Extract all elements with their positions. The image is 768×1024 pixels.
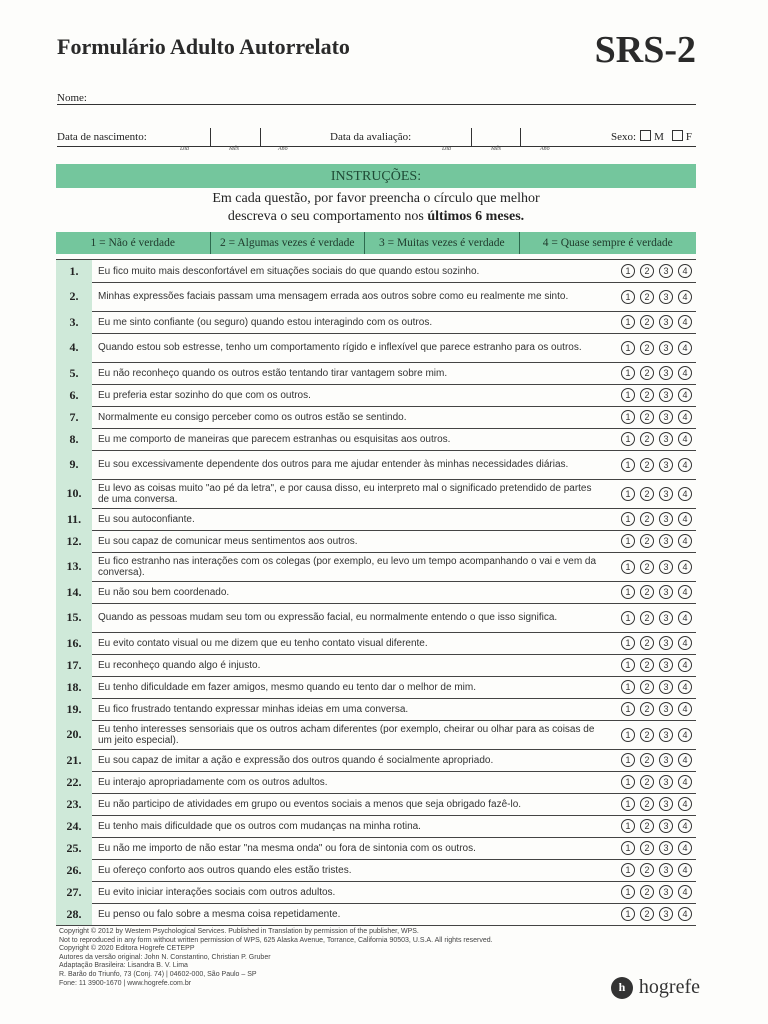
question-number: 26. (56, 859, 92, 881)
answer-circle-3[interactable]: 3 (659, 819, 673, 833)
question-row (56, 479, 696, 509)
birth-month-caption: Mês (229, 146, 239, 152)
sex-m-label: M (654, 131, 664, 143)
answer-circle-3[interactable]: 3 (659, 585, 673, 599)
answer-circle-4[interactable]: 4 (678, 907, 692, 921)
answer-circle-2[interactable]: 2 (640, 341, 654, 355)
answer-circle-2[interactable]: 2 (640, 863, 654, 877)
answer-circle-1[interactable]: 1 (621, 264, 635, 278)
question-number: 11. (56, 508, 92, 530)
question-row (56, 749, 696, 772)
question-number: 16. (56, 632, 92, 654)
question-row (56, 698, 696, 721)
question-text: Eu sou capaz de imitar a ação e expressão dos outros quando é socialmente apropriado. (98, 754, 494, 766)
answer-circle-3[interactable]: 3 (659, 775, 673, 789)
question-text: Minhas expressões faciais passam uma mensagem errada aos outros sobre como eu realmente me sinto. (98, 291, 569, 302)
answer-options (621, 698, 692, 720)
answer-circle-3[interactable]: 3 (659, 841, 673, 855)
answer-circle-1[interactable]: 1 (621, 315, 635, 329)
footer-line: Fone: 11 3900-1670 | www.hogrefe.com.br (59, 979, 192, 987)
birth-day-caption: Dia (180, 146, 189, 152)
answer-options (621, 771, 692, 793)
answer-circle-2[interactable]: 2 (640, 819, 654, 833)
question-number: 10. (56, 479, 92, 508)
answer-circle-2[interactable]: 2 (640, 388, 654, 402)
answer-circle-4[interactable]: 4 (678, 728, 692, 742)
eval-day-divider (471, 128, 472, 146)
answer-options (621, 859, 692, 881)
hogrefe-logo-icon: h (611, 977, 633, 999)
instructions-period: últimos 6 meses. (427, 209, 525, 224)
answer-circle-3[interactable]: 3 (659, 560, 673, 574)
answer-circle-3[interactable]: 3 (659, 264, 673, 278)
question-text: Eu sou excessivamente dependente dos outros para me ajudar entender às minhas necessidades diárias. (98, 459, 569, 470)
answer-circle-2[interactable]: 2 (640, 680, 654, 694)
answer-circle-1[interactable]: 1 (621, 560, 635, 574)
answer-circle-4[interactable]: 4 (678, 366, 692, 380)
eval-month-divider (520, 128, 521, 146)
question-number: 2. (56, 282, 92, 311)
answer-circle-3[interactable]: 3 (659, 863, 673, 877)
answer-options (621, 282, 692, 311)
answer-circle-3[interactable]: 3 (659, 432, 673, 446)
question-text: Eu evito contato visual ou me dizem que eu tenho contato visual diferente. (98, 637, 428, 649)
answer-circle-1[interactable]: 1 (621, 841, 635, 855)
answer-circle-1[interactable]: 1 (621, 907, 635, 921)
answer-circle-3[interactable]: 3 (659, 680, 673, 694)
question-text: Normalmente eu consigo perceber como os outros estão se sentindo. (98, 411, 407, 423)
answer-circle-3[interactable]: 3 (659, 797, 673, 811)
answer-circle-1[interactable]: 1 (621, 885, 635, 899)
question-row (56, 859, 696, 882)
answer-circle-4[interactable]: 4 (678, 432, 692, 446)
question-row (56, 837, 696, 860)
scale-4: 4 = Quase sempre é verdade (542, 237, 673, 249)
answer-circle-2[interactable]: 2 (640, 410, 654, 424)
question-number: 12. (56, 530, 92, 552)
answer-circle-4[interactable]: 4 (678, 658, 692, 672)
question-text: Eu tenho mais dificuldade que os outros com mudanças na minha rotina. (98, 820, 421, 832)
footer-line: Adaptação Brasileira: Lisandra B. V. Lima (59, 962, 188, 970)
eval-year-caption: Ano (540, 146, 550, 152)
answer-circle-4[interactable]: 4 (678, 264, 692, 278)
answer-circle-4[interactable]: 4 (678, 512, 692, 526)
question-text: Quando estou sob estresse, tenho um comportamento rígido e inflexível que parece estranho para os outros. (98, 342, 582, 353)
hogrefe-logo-text: hogrefe (638, 976, 700, 998)
answer-circle-3[interactable]: 3 (659, 611, 673, 625)
answer-circle-4[interactable]: 4 (678, 458, 692, 472)
answer-circle-4[interactable]: 4 (678, 410, 692, 424)
answer-circle-2[interactable]: 2 (640, 753, 654, 767)
answer-circle-1[interactable]: 1 (621, 819, 635, 833)
answer-options (621, 815, 692, 837)
answer-circle-3[interactable]: 3 (659, 885, 673, 899)
question-text: Eu penso ou falo sobre a mesma coisa repetidamente. (98, 908, 341, 920)
answer-options (621, 362, 692, 384)
question-row (56, 771, 696, 794)
question-text: Eu não me importo de não estar "na mesma onda" ou fora de sintonia com os outros. (98, 842, 476, 854)
footer-line: Copyright © 2020 Editora Hogrefe CETEPP (59, 945, 195, 953)
hogrefe-logo (611, 976, 700, 999)
answer-circle-1[interactable]: 1 (621, 388, 635, 402)
question-number: 3. (56, 311, 92, 333)
answer-circle-1[interactable]: 1 (621, 585, 635, 599)
question-row (56, 406, 696, 429)
question-row (56, 333, 696, 363)
answer-circle-4[interactable]: 4 (678, 315, 692, 329)
answer-circle-3[interactable]: 3 (659, 658, 673, 672)
question-text: Eu fico muito mais desconfortável em situações sociais do que quando estou sozinho. (98, 265, 480, 277)
name-label: Nome: (57, 92, 87, 104)
footer-line: R. Barão do Triunfo, 73 (Conj. 74) | 04602-000, São Paulo – SP (59, 970, 257, 978)
answer-circle-2[interactable]: 2 (640, 658, 654, 672)
question-text: Eu fico frustrado tentando expressar minhas ideias em uma conversa. (98, 703, 409, 715)
answer-options (621, 508, 692, 530)
answer-circle-2[interactable]: 2 (640, 611, 654, 625)
answer-options (621, 903, 692, 925)
question-text: Eu não reconheço quando os outros estão tentando tirar vantagem sobre mim. (98, 367, 448, 379)
scale-1: 1 = Não é verdade (56, 232, 211, 254)
question-text: Eu evito iniciar interações sociais com outros adultos. (98, 886, 336, 898)
answer-circle-3[interactable]: 3 (659, 636, 673, 650)
answer-options (621, 333, 692, 362)
scale-3: 3 = Muitas vezes é verdade (365, 232, 520, 254)
question-number: 21. (56, 749, 92, 771)
question-row (56, 260, 696, 283)
response-scale (56, 232, 696, 254)
question-text: Eu preferia estar sozinho do que com os outros. (98, 389, 311, 401)
question-row (56, 881, 696, 904)
question-number: 27. (56, 881, 92, 903)
answer-circle-4[interactable]: 4 (678, 841, 692, 855)
answer-circle-4[interactable]: 4 (678, 819, 692, 833)
answer-circle-4[interactable]: 4 (678, 611, 692, 625)
answer-circle-4[interactable]: 4 (678, 775, 692, 789)
question-number: 14. (56, 581, 92, 603)
birth-date-label: Data de nascimento: (57, 131, 147, 143)
answer-circle-3[interactable]: 3 (659, 907, 673, 921)
question-text: Eu não participo de atividades em grupo ou eventos sociais a menos que seja obrigado fazê-lo. (98, 798, 522, 810)
question-row (56, 311, 696, 334)
question-number: 25. (56, 837, 92, 859)
answer-circle-1[interactable]: 1 (621, 534, 635, 548)
question-row (56, 903, 696, 926)
question-row (56, 530, 696, 553)
instructions-line-1: Em cada questão, por favor preencha o círculo que melhor (212, 191, 540, 206)
answer-options (621, 603, 692, 632)
answer-circle-1[interactable]: 1 (621, 432, 635, 446)
answer-circle-4[interactable]: 4 (678, 863, 692, 877)
answer-circle-3[interactable]: 3 (659, 702, 673, 716)
question-number: 13. (56, 552, 92, 581)
question-row (56, 450, 696, 480)
answer-circle-4[interactable]: 4 (678, 487, 692, 501)
question-row (56, 552, 696, 582)
question-text: Eu tenho interesses sensoriais que os outros acham diferentes (por exemplo, cheirar ou olhar para as coisas de um jeito especial). (98, 723, 595, 746)
sex-f-checkbox[interactable] (672, 130, 683, 141)
answer-circle-3[interactable]: 3 (659, 341, 673, 355)
question-number: 6. (56, 384, 92, 406)
answer-circle-3[interactable]: 3 (659, 366, 673, 380)
answer-circle-3[interactable]: 3 (659, 534, 673, 548)
question-text: Eu não sou bem coordenado. (98, 586, 230, 598)
question-number: 24. (56, 815, 92, 837)
answer-circle-1[interactable]: 1 (621, 611, 635, 625)
birth-year-caption: Ano (278, 146, 288, 152)
question-text: Eu fico estranho nas interações com os colegas (por exemplo, eu levo um tempo acompanhando o vai e vem da conversa). (98, 555, 597, 578)
question-text: Quando as pessoas mudam seu tom ou expressão facial, eu normalmente entendo o que isso significa. (98, 612, 558, 623)
sex-field (611, 130, 692, 143)
answer-options (621, 793, 692, 815)
question-text: Eu me sinto confiante (ou seguro) quando estou interagindo com os outros. (98, 316, 433, 328)
birth-day-divider (210, 128, 211, 146)
answer-circle-1[interactable]: 1 (621, 680, 635, 694)
answer-circle-2[interactable]: 2 (640, 702, 654, 716)
answer-circle-1[interactable]: 1 (621, 728, 635, 742)
answer-options (621, 260, 692, 282)
instructions-line-2 (56, 208, 696, 226)
answer-circle-3[interactable]: 3 (659, 290, 673, 304)
question-number: 9. (56, 450, 92, 479)
answer-options (621, 311, 692, 333)
answer-circle-2[interactable]: 2 (640, 290, 654, 304)
question-text: Eu levo as coisas muito "ao pé da letra", e por causa disso, eu interpreto mal o significado pretendido de partes de uma conversa. (98, 482, 592, 505)
answer-circle-4[interactable]: 4 (678, 680, 692, 694)
question-text: Eu sou autoconfiante. (98, 513, 195, 525)
answer-options (621, 450, 692, 479)
question-row (56, 815, 696, 838)
answer-circle-3[interactable]: 3 (659, 728, 673, 742)
question-text: Eu tenho dificuldade em fazer amigos, mesmo quando eu tento dar o melhor de mim. (98, 681, 476, 693)
answer-options (621, 654, 692, 676)
answer-circle-1[interactable]: 1 (621, 410, 635, 424)
answer-options (621, 479, 692, 508)
question-number: 5. (56, 362, 92, 384)
copyright-footer (59, 928, 493, 988)
answer-circle-2[interactable]: 2 (640, 487, 654, 501)
answer-options (621, 552, 692, 581)
answer-circle-2[interactable]: 2 (640, 432, 654, 446)
answer-circle-3[interactable]: 3 (659, 315, 673, 329)
answer-options (621, 720, 692, 749)
answer-circle-2[interactable]: 2 (640, 366, 654, 380)
answer-circle-3[interactable]: 3 (659, 410, 673, 424)
form-title: Formulário Adulto Autorrelato (57, 34, 350, 59)
answer-options (621, 749, 692, 771)
birth-month-divider (260, 128, 261, 146)
answer-circle-4[interactable]: 4 (678, 534, 692, 548)
question-number: 7. (56, 406, 92, 428)
question-number: 15. (56, 603, 92, 632)
question-number: 23. (56, 793, 92, 815)
question-number: 19. (56, 698, 92, 720)
sex-m-checkbox[interactable] (640, 130, 651, 141)
question-row (56, 428, 696, 451)
answer-circle-4[interactable]: 4 (678, 753, 692, 767)
answer-circle-1[interactable]: 1 (621, 797, 635, 811)
footer-line: Not to reproduced in any form without written permission of WPS, 625 Alaska Avenue, Torrance, California 90503, U.S.A. All rights reserved. (59, 936, 493, 944)
sex-label: Sexo: (611, 131, 637, 143)
question-number: 18. (56, 676, 92, 698)
answer-circle-4[interactable]: 4 (678, 290, 692, 304)
answer-circle-1[interactable]: 1 (621, 658, 635, 672)
question-row (56, 676, 696, 699)
answer-circle-1[interactable]: 1 (621, 512, 635, 526)
answer-circle-4[interactable]: 4 (678, 885, 692, 899)
instructions-text (56, 190, 696, 226)
eval-day-caption: Dia (442, 146, 451, 152)
answer-circle-2[interactable]: 2 (640, 636, 654, 650)
answer-circle-2[interactable]: 2 (640, 885, 654, 899)
question-number: 17. (56, 654, 92, 676)
question-row (56, 603, 696, 633)
answer-circle-4[interactable]: 4 (678, 388, 692, 402)
answer-circle-3[interactable]: 3 (659, 512, 673, 526)
dates-row (57, 124, 696, 147)
answer-circle-2[interactable]: 2 (640, 907, 654, 921)
questions-list (56, 259, 696, 921)
answer-options (621, 428, 692, 450)
answer-circle-4[interactable]: 4 (678, 560, 692, 574)
question-row (56, 508, 696, 531)
answer-options (621, 837, 692, 859)
question-number: 4. (56, 333, 92, 362)
answer-circle-2[interactable]: 2 (640, 560, 654, 574)
answer-options (621, 881, 692, 903)
answer-options (621, 676, 692, 698)
answer-circle-4[interactable]: 4 (678, 702, 692, 716)
question-text: Eu reconheço quando algo é injusto. (98, 659, 261, 671)
question-number: 8. (56, 428, 92, 450)
answer-circle-2[interactable]: 2 (640, 728, 654, 742)
answer-options (621, 581, 692, 603)
question-text: Eu sou capaz de comunicar meus sentimentos aos outros. (98, 535, 358, 547)
footer-line: Autores da versão original: John N. Constantino, Christian P. Gruber (59, 953, 271, 961)
question-row (56, 581, 696, 604)
answer-circle-1[interactable]: 1 (621, 458, 635, 472)
answer-circle-1[interactable]: 1 (621, 636, 635, 650)
answer-circle-2[interactable]: 2 (640, 315, 654, 329)
question-row (56, 632, 696, 655)
scale-2: 2 = Algumas vezes é verdade (211, 232, 366, 254)
question-row (56, 282, 696, 312)
answer-options (621, 384, 692, 406)
answer-circle-2[interactable]: 2 (640, 585, 654, 599)
answer-circle-1[interactable]: 1 (621, 487, 635, 501)
answer-circle-4[interactable]: 4 (678, 585, 692, 599)
name-field[interactable] (57, 88, 696, 105)
question-text: Eu ofereço conforto aos outros quando eles estão tristes. (98, 864, 352, 876)
question-number: 22. (56, 771, 92, 793)
sex-f-label: F (685, 131, 692, 143)
answer-circle-4[interactable]: 4 (678, 341, 692, 355)
answer-circle-3[interactable]: 3 (659, 753, 673, 767)
instructions-line-2-text: descreva o seu comportamento nos (227, 209, 428, 224)
question-row (56, 720, 696, 750)
answer-circle-4[interactable]: 4 (678, 797, 692, 811)
answer-options (621, 632, 692, 654)
answer-circle-3[interactable]: 3 (659, 388, 673, 402)
answer-circle-2[interactable]: 2 (640, 841, 654, 855)
answer-circle-2[interactable]: 2 (640, 775, 654, 789)
answer-circle-1[interactable]: 1 (621, 702, 635, 716)
answer-options (621, 530, 692, 552)
question-row (56, 793, 696, 816)
answer-circle-3[interactable]: 3 (659, 487, 673, 501)
answer-circle-2[interactable]: 2 (640, 534, 654, 548)
answer-circle-2[interactable]: 2 (640, 797, 654, 811)
question-number: 28. (56, 903, 92, 925)
question-number: 1. (56, 260, 92, 282)
answer-circle-2[interactable]: 2 (640, 458, 654, 472)
answer-circle-3[interactable]: 3 (659, 458, 673, 472)
answer-circle-2[interactable]: 2 (640, 512, 654, 526)
footer-line: Copyright © 2012 by Western Psychological Services. Published in Translation by permission of the publisher, WPS. (59, 928, 419, 935)
answer-circle-1[interactable]: 1 (621, 341, 635, 355)
question-text: Eu interajo apropriadamente com os outros adultos. (98, 776, 328, 788)
question-row (56, 654, 696, 677)
answer-circle-1[interactable]: 1 (621, 775, 635, 789)
answer-options (621, 406, 692, 428)
eval-date-label: Data da avaliação: (330, 131, 412, 143)
question-row (56, 384, 696, 407)
instructions-title: INSTRUÇÕES: (56, 164, 696, 188)
answer-circle-1[interactable]: 1 (621, 290, 635, 304)
answer-circle-4[interactable]: 4 (678, 636, 692, 650)
question-number: 20. (56, 720, 92, 749)
answer-circle-1[interactable]: 1 (621, 366, 635, 380)
answer-circle-1[interactable]: 1 (621, 753, 635, 767)
eval-month-caption: Mês (491, 146, 501, 152)
answer-circle-2[interactable]: 2 (640, 264, 654, 278)
question-row (56, 362, 696, 385)
question-text: Eu me comporto de maneiras que parecem estranhas ou esquisitas aos outros. (98, 433, 451, 445)
answer-circle-1[interactable]: 1 (621, 863, 635, 877)
form-code: SRS-2 (594, 29, 696, 71)
